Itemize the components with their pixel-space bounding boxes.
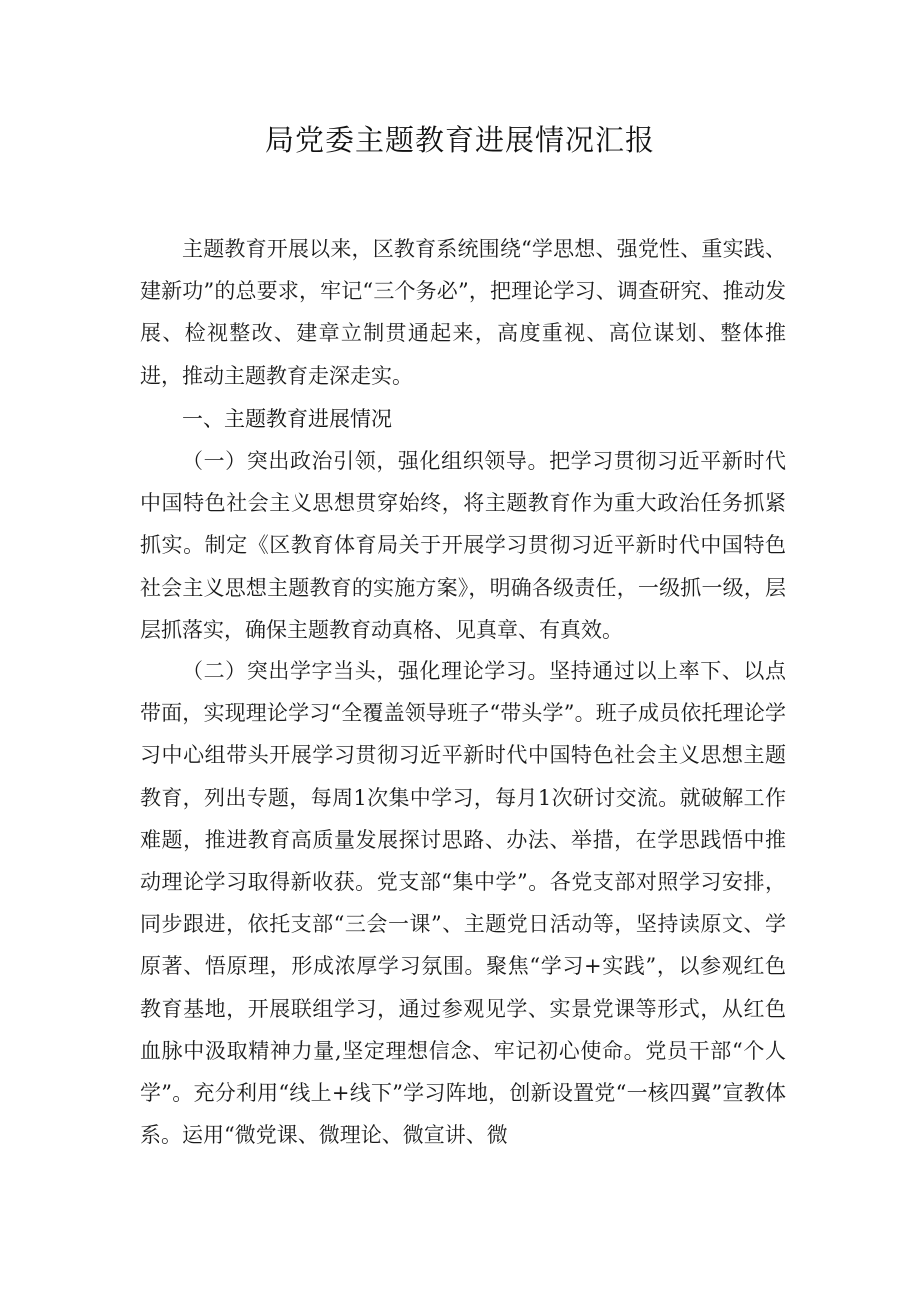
intro-paragraph: 主题教育开展以来，区教育系统围绕“学思想、强党性、重实践、建新功”的总要求，牢记“三个务必”，把理论学习、调查研究、推动发展、检视整改、建章立制贯通起来，高度重视、高位谋划、整体推进，推动主题教育走深走实。 bbox=[140, 237, 786, 388]
paragraph-organization: （一）突出政治引领，强化组织领导。把学习贯彻习近平新时代中国特色社会主义思想贯穿始终，将主题教育作为重大政治任务抓紧抓实。制定《区教育体育局关于开展学习贯彻习近平新时代中国特色社会主义思想主题教育的实施方案》，明确各级责任，一级抓一级，层层抓落实，确保主题教育动真格、见真章、有真效。 bbox=[140, 449, 786, 642]
section-heading: 一、主题教育进展情况 bbox=[182, 407, 392, 431]
paragraph-theory-study: （二）突出学字当头，强化理论学习。坚持通过以上率下、以点带面，实现理论学习“全覆盖领导班子“带头学”。班子成员依托理论学习中心组带头开展学习贯彻习近平新时代中国特色社会主义思想主题教育，列出专题，每周1次集中学习，每月1次研讨交流。就破解工作难题，推进教育高质量发展探讨思路、办法、举措，在学思践悟中推动理论学习取得新收获。党支部“集中学”。各党支部对照学习安排，同步跟进，依托支部“三会一课”、主题党日活动等，坚持读原文、学原著、悟原理，形成浓厚学习氛围。聚焦“学习+实践”，以参观红色教育基地，开展联组学习，通过参观见学、实景党课等形式，从红色血脉中汲取精神力量,坚定理想信念、牢记初心使命。党员干部“个人学”。充分利用“线上+线下”学习阵地，创新设置党“一核四翼”宣教体系。运用“微党课、微理论、微宣讲、微 bbox=[140, 659, 786, 1148]
document-title: 局党委主题教育进展情况汇报 bbox=[264, 123, 655, 157]
